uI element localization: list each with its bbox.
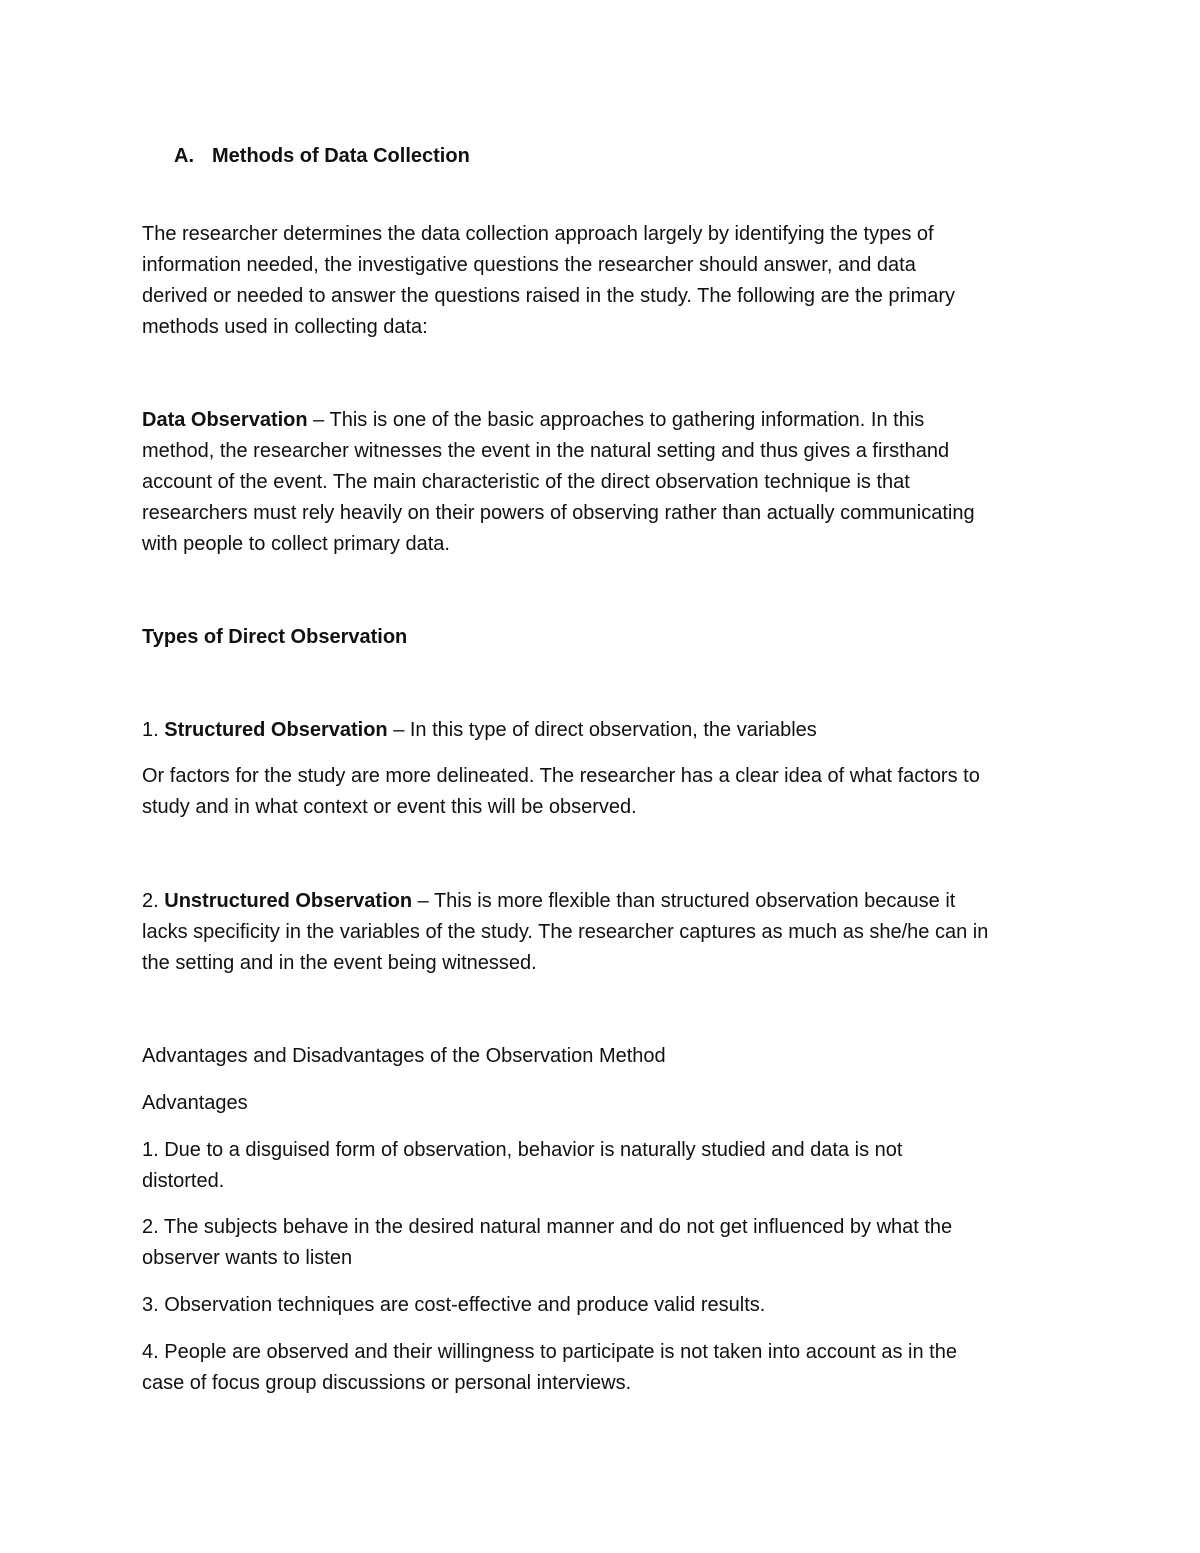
types-heading: Types of Direct Observation bbox=[142, 626, 408, 648]
data-observation-line: account of the event. The main characteristic of the direct observation technique is that bbox=[142, 471, 910, 493]
section-title: Methods of Data Collection bbox=[212, 145, 470, 167]
data-observation-line: researchers must rely heavily on their powers of observing rather than actually communicating bbox=[142, 502, 975, 524]
structured-observation-line bbox=[142, 715, 1062, 746]
adv-disadv-heading: Advantages and Disadvantages of the Observation Method bbox=[142, 1045, 666, 1067]
advantage-item-line: 1. Due to a disguised form of observation, behavior is naturally studied and data is not bbox=[142, 1139, 903, 1161]
structured-observation-text: – In this type of direct observation, the variables bbox=[387, 719, 817, 741]
unstructured-observation-line bbox=[142, 886, 1062, 917]
intro-line: The researcher determines the data collection approach largely by identifying the types of bbox=[142, 223, 934, 245]
structured-observation-term: Structured Observation bbox=[164, 719, 388, 741]
advantages-heading: Advantages bbox=[142, 1092, 248, 1114]
structured-observation-line: Or factors for the study are more delineated. The researcher has a clear idea of what factors to bbox=[142, 765, 980, 787]
advantage-item-line: distorted. bbox=[142, 1170, 225, 1192]
data-observation-term: Data Observation bbox=[142, 409, 308, 431]
unstructured-observation-text: – This is more flexible than structured observation because it bbox=[412, 890, 956, 912]
advantage-item-line: observer wants to listen bbox=[142, 1247, 353, 1269]
intro-line: information needed, the investigative questions the researcher should answer, and data bbox=[142, 254, 916, 276]
data-observation-line: method, the researcher witnesses the event in the natural setting and thus gives a firsthand bbox=[142, 440, 950, 462]
unstructured-observation-term: Unstructured Observation bbox=[164, 890, 413, 912]
advantage-item-line: 2. The subjects behave in the desired natural manner and do not get influenced by what the bbox=[142, 1216, 953, 1238]
item-number: 2. bbox=[142, 890, 165, 912]
unstructured-observation-line: lacks specificity in the variables of the study. The researcher captures as much as she/he can in bbox=[142, 921, 989, 943]
unstructured-observation-line: the setting and in the event being witnessed. bbox=[142, 952, 537, 974]
intro-line: methods used in collecting data: bbox=[142, 316, 428, 338]
section-label: A. bbox=[174, 145, 194, 167]
data-observation-text: – This is one of the basic approaches to gathering information. In this bbox=[307, 409, 925, 431]
advantage-item-line: 3. Observation techniques are cost-effective and produce valid results. bbox=[142, 1294, 766, 1316]
intro-line: derived or needed to answer the questions raised in the study. The following are the primary bbox=[142, 285, 956, 307]
advantage-item-line: case of focus group discussions or personal interviews. bbox=[142, 1372, 632, 1394]
data-observation-line: with people to collect primary data. bbox=[142, 533, 450, 555]
item-number: 1. bbox=[142, 719, 165, 741]
data-observation-line bbox=[142, 405, 1062, 436]
structured-observation-line: study and in what context or event this will be observed. bbox=[142, 796, 637, 818]
advantage-item-line: 4. People are observed and their willingness to participate is not taken into account as in the bbox=[142, 1341, 957, 1363]
